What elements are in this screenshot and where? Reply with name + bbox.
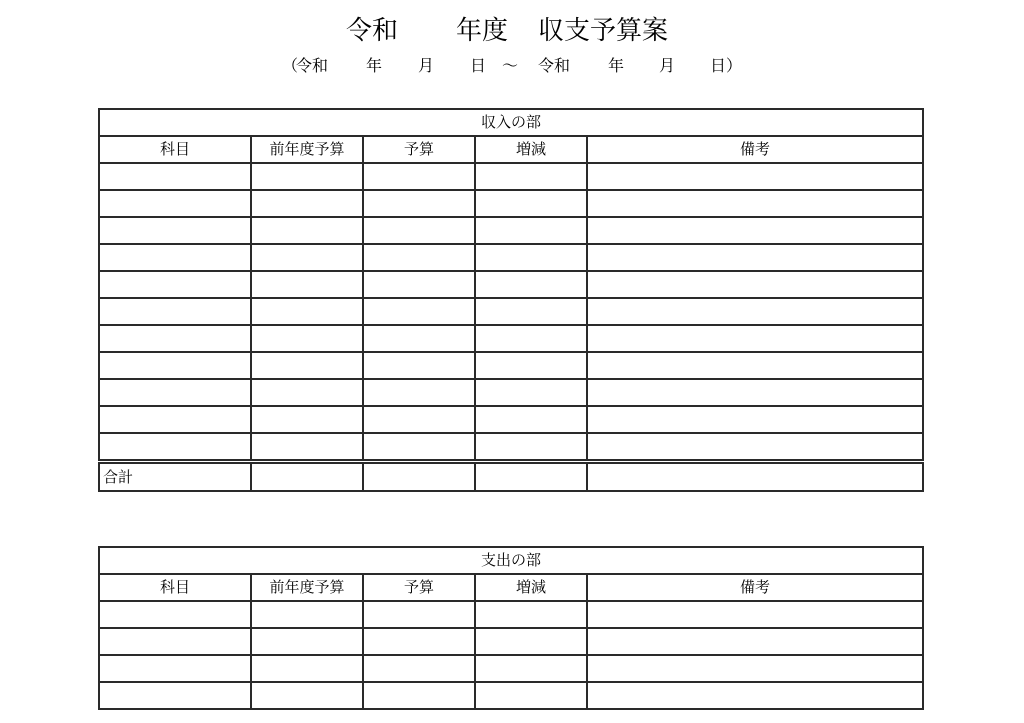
change-cell[interactable] <box>475 406 587 433</box>
remarks-cell[interactable] <box>587 217 923 244</box>
total-budget-cell[interactable] <box>363 462 475 492</box>
income-entry-row <box>99 325 923 352</box>
income-entry-row <box>99 244 923 271</box>
total-previous-budget-cell[interactable] <box>251 462 363 492</box>
change-cell[interactable] <box>475 352 587 379</box>
period-end-month: 月 <box>659 56 676 75</box>
expense-entry-row <box>99 655 923 682</box>
expense-entry-row <box>99 601 923 628</box>
income-entry-row <box>99 433 923 462</box>
remarks-cell[interactable] <box>587 655 923 682</box>
income-entry-row <box>99 298 923 325</box>
header-budget: 予算 <box>363 136 475 163</box>
previous-budget-cell[interactable] <box>251 601 363 628</box>
subject-cell[interactable] <box>99 406 251 433</box>
period-start-era: 令和 <box>296 56 329 75</box>
change-cell[interactable] <box>475 655 587 682</box>
previous-budget-cell[interactable] <box>251 628 363 655</box>
subject-cell[interactable] <box>99 325 251 352</box>
subject-cell[interactable] <box>99 298 251 325</box>
remarks-cell[interactable] <box>587 406 923 433</box>
period-end-era: 令和 <box>538 56 571 75</box>
remarks-cell[interactable] <box>587 682 923 709</box>
subject-cell[interactable] <box>99 163 251 190</box>
budget-cell[interactable] <box>363 244 475 271</box>
period-tilde: ～ <box>502 56 519 75</box>
previous-budget-cell[interactable] <box>251 244 363 271</box>
period-start-year: 年 <box>366 56 383 75</box>
subject-cell[interactable] <box>99 628 251 655</box>
subject-cell[interactable] <box>99 190 251 217</box>
budget-cell[interactable] <box>363 271 475 298</box>
header-budget: 予算 <box>363 574 475 601</box>
budget-cell[interactable] <box>363 433 475 462</box>
income-entry-row <box>99 406 923 433</box>
budget-cell[interactable] <box>363 628 475 655</box>
budget-cell[interactable] <box>363 655 475 682</box>
remarks-cell[interactable] <box>587 271 923 298</box>
period-close-paren: ） <box>726 56 743 75</box>
previous-budget-cell[interactable] <box>251 217 363 244</box>
period-open-paren: （ <box>282 56 299 75</box>
previous-budget-cell[interactable] <box>251 406 363 433</box>
expense-entry-row <box>99 628 923 655</box>
income-entry-row <box>99 271 923 298</box>
subject-cell[interactable] <box>99 655 251 682</box>
change-cell[interactable] <box>475 379 587 406</box>
previous-budget-cell[interactable] <box>251 379 363 406</box>
expense-entry-row <box>99 682 923 709</box>
header-subject: 科目 <box>99 136 251 163</box>
subject-cell[interactable] <box>99 217 251 244</box>
income-entry-row <box>99 379 923 406</box>
change-cell[interactable] <box>475 217 587 244</box>
remarks-cell[interactable] <box>587 244 923 271</box>
income-entry-row <box>99 217 923 244</box>
previous-budget-cell[interactable] <box>251 682 363 709</box>
change-cell[interactable] <box>475 190 587 217</box>
expense-section-row <box>99 547 923 574</box>
budget-cell[interactable] <box>363 352 475 379</box>
remarks-cell[interactable] <box>587 628 923 655</box>
remarks-cell[interactable] <box>587 433 923 462</box>
budget-cell[interactable] <box>363 298 475 325</box>
title-era: 令和 <box>346 16 399 46</box>
title-document-name: 収支予算案 <box>538 16 669 46</box>
change-cell[interactable] <box>475 628 587 655</box>
change-cell[interactable] <box>475 433 587 462</box>
previous-budget-cell[interactable] <box>251 352 363 379</box>
period-start-day: 日 <box>470 56 487 75</box>
previous-budget-cell[interactable] <box>251 298 363 325</box>
change-cell[interactable] <box>475 682 587 709</box>
change-cell[interactable] <box>475 244 587 271</box>
remarks-cell[interactable] <box>587 298 923 325</box>
expense-header-row <box>99 574 923 601</box>
header-change: 増減 <box>475 574 587 601</box>
expense-table <box>98 546 924 710</box>
income-table <box>98 108 924 492</box>
remarks-cell[interactable] <box>587 163 923 190</box>
total-change-cell[interactable] <box>475 462 587 492</box>
title-fiscal-year: 年度 <box>456 16 509 46</box>
income-section-row <box>99 109 923 136</box>
budget-cell[interactable] <box>363 406 475 433</box>
remarks-cell[interactable] <box>587 601 923 628</box>
budget-cell[interactable] <box>363 325 475 352</box>
income-section-title: 収入の部 <box>99 109 923 136</box>
income-header-row <box>99 136 923 163</box>
period-end-year: 年 <box>608 56 625 75</box>
subject-cell[interactable] <box>99 682 251 709</box>
subject-cell[interactable] <box>99 271 251 298</box>
previous-budget-cell[interactable] <box>251 325 363 352</box>
header-change: 増減 <box>475 136 587 163</box>
budget-cell[interactable] <box>363 379 475 406</box>
change-cell[interactable] <box>475 298 587 325</box>
remarks-cell[interactable] <box>587 352 923 379</box>
budget-cell[interactable] <box>363 601 475 628</box>
expense-section-title: 支出の部 <box>99 547 923 574</box>
previous-budget-cell[interactable] <box>251 271 363 298</box>
total-remarks-cell[interactable] <box>587 462 923 492</box>
previous-budget-cell[interactable] <box>251 433 363 462</box>
header-previous-budget: 前年度予算 <box>251 574 363 601</box>
subject-cell[interactable] <box>99 601 251 628</box>
remarks-cell[interactable] <box>587 325 923 352</box>
budget-cell[interactable] <box>363 682 475 709</box>
change-cell[interactable] <box>475 325 587 352</box>
previous-budget-cell[interactable] <box>251 655 363 682</box>
period-end-day: 日 <box>710 56 727 75</box>
subject-cell[interactable] <box>99 352 251 379</box>
total-label: 合計 <box>99 462 251 492</box>
previous-budget-cell[interactable] <box>251 190 363 217</box>
remarks-cell[interactable] <box>587 190 923 217</box>
income-entry-row <box>99 352 923 379</box>
header-previous-budget: 前年度予算 <box>251 136 363 163</box>
income-entry-row <box>99 163 923 190</box>
income-total-row <box>99 462 923 492</box>
period-line <box>0 54 1024 78</box>
subject-cell[interactable] <box>99 433 251 462</box>
header-remarks: 備考 <box>587 574 923 601</box>
change-cell[interactable] <box>475 271 587 298</box>
period-start-month: 月 <box>418 56 435 75</box>
previous-budget-cell[interactable] <box>251 163 363 190</box>
document-title <box>0 12 1024 50</box>
header-remarks: 備考 <box>587 136 923 163</box>
subject-cell[interactable] <box>99 379 251 406</box>
header-subject: 科目 <box>99 574 251 601</box>
budget-cell[interactable] <box>363 163 475 190</box>
remarks-cell[interactable] <box>587 379 923 406</box>
income-entry-row <box>99 190 923 217</box>
budget-cell[interactable] <box>363 190 475 217</box>
change-cell[interactable] <box>475 163 587 190</box>
subject-cell[interactable] <box>99 244 251 271</box>
change-cell[interactable] <box>475 601 587 628</box>
budget-cell[interactable] <box>363 217 475 244</box>
